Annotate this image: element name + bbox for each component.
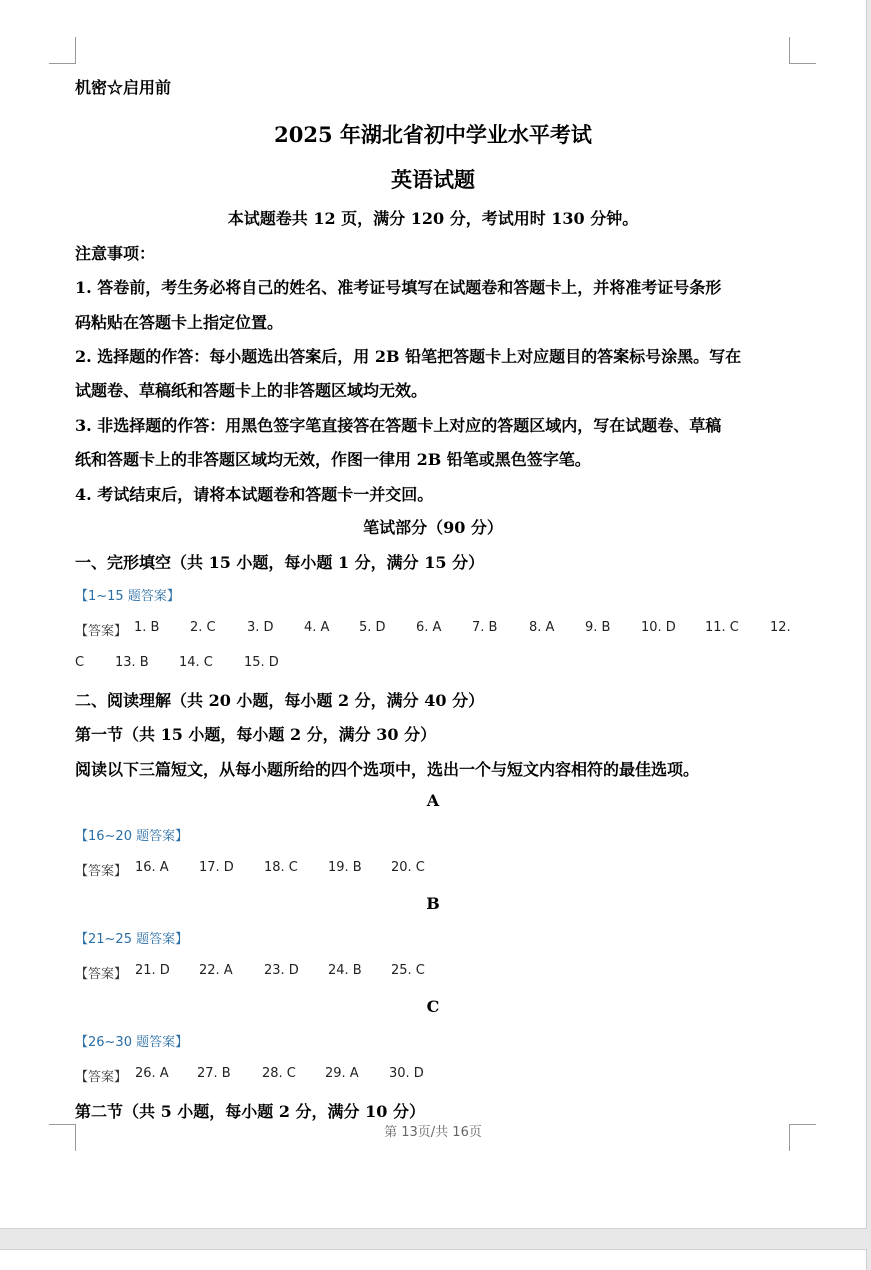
- answer-tag: 【答案】: [75, 967, 128, 982]
- answer-item: 6. A: [416, 620, 442, 635]
- section2-instruction: 阅读以下三篇短文，从每小题所给的四个选项中，选出一个与短文内容相符的最佳选项。: [75, 760, 700, 779]
- answer-item: 28. C: [262, 1066, 296, 1081]
- answer-item: 16. A: [135, 860, 169, 875]
- answer-item: 7. B: [472, 620, 498, 635]
- confidential-label: 机密☆启用前: [75, 78, 172, 97]
- answer-item: 2. C: [190, 620, 216, 635]
- section1-heading: 一、完形填空（共 15 小题，每小题 1 分，满分 15 分）: [75, 553, 485, 572]
- answer-tag: 【答案】: [75, 1070, 128, 1085]
- answer-item: 18. C: [264, 860, 298, 875]
- notice-line: 4. 考试结束后，请将本试题卷和答题卡一并交回。: [75, 485, 434, 504]
- answer-item: 23. D: [264, 963, 299, 978]
- answer-item: 3. D: [247, 620, 274, 635]
- crop-mark-top-left: [49, 37, 76, 64]
- answer-item: 26. A: [135, 1066, 169, 1081]
- written-part-heading: 笔试部分（90 分）: [363, 518, 503, 537]
- section2-part1-heading: 第一节（共 15 小题，每小题 2 分，满分 30 分）: [75, 725, 437, 744]
- answer-item: 12.: [770, 620, 791, 635]
- notice-line: 2. 选择题的作答：每小题选出答案后，用 2B 铅笔把答题卡上对应题目的答案标号涂黑。写在: [75, 347, 742, 366]
- section1-answers-row2: [75, 655, 375, 673]
- notice-line: 3. 非选择题的作答：用黑色签字笔直接答在答题卡上对应的答题区域内，写在试题卷、草稿: [75, 416, 722, 435]
- passage-c-letter: C: [426, 997, 440, 1016]
- exam-subtitle: 英语试题: [391, 167, 475, 192]
- answer-item: 9. B: [585, 620, 611, 635]
- passage-a-answers: [75, 860, 475, 878]
- answer-tag: 【答案】: [75, 864, 128, 879]
- section1-answers-row1: [75, 620, 835, 638]
- notice-line: 1. 答卷前，考生务必将自己的姓名、准考证号填写在试题卷和答题卡上，并将准考证号条形: [75, 278, 722, 297]
- answer-item: 14. C: [179, 655, 213, 670]
- answer-item: 4. A: [304, 620, 330, 635]
- answer-item: 1. B: [134, 620, 160, 635]
- passage-a-letter: A: [426, 791, 440, 810]
- answer-item: 8. A: [529, 620, 555, 635]
- answer-tag: 【答案】: [75, 624, 128, 639]
- answer-item: 19. B: [328, 860, 362, 875]
- section2-heading: 二、阅读理解（共 20 小题，每小题 2 分，满分 40 分）: [75, 691, 485, 710]
- answer-item: 25. C: [391, 963, 425, 978]
- answer-item: 10. D: [641, 620, 676, 635]
- passage-a-answer-label: 【16~20 题答案】: [75, 829, 189, 844]
- answer-item: 29. A: [325, 1066, 359, 1081]
- answer-item: 17. D: [199, 860, 234, 875]
- answer-item: 22. A: [199, 963, 233, 978]
- answer-item: C: [75, 655, 85, 670]
- notice-line: 试题卷、草稿纸和答题卡上的非答题区域均无效。: [75, 381, 428, 400]
- page-footer: 第 13页/共 16页: [384, 1125, 482, 1140]
- answer-item: 27. B: [197, 1066, 231, 1081]
- passage-b-letter: B: [426, 894, 440, 913]
- passage-c-answer-label: 【26~30 题答案】: [75, 1035, 189, 1050]
- passage-b-answer-label: 【21~25 题答案】: [75, 932, 189, 947]
- next-page-edge: [0, 1249, 867, 1270]
- answer-item: 30. D: [389, 1066, 424, 1081]
- notice-line: 码粘贴在答题卡上指定位置。: [75, 313, 284, 332]
- answer-item: 15. D: [244, 655, 279, 670]
- exam-info: 本试题卷共 12 页，满分 120 分，考试用时 130 分钟。: [227, 209, 639, 228]
- answer-item: 5. D: [359, 620, 386, 635]
- section1-answer-label: 【1~15 题答案】: [75, 589, 180, 604]
- passage-c-answers: [75, 1066, 475, 1084]
- notice-heading: 注意事项：: [75, 244, 156, 263]
- notice-line: 纸和答题卡上的非答题区域均无效，作图一律用 2B 铅笔或黑色签字笔。: [75, 450, 591, 469]
- answer-item: 20. C: [391, 860, 425, 875]
- answer-item: 13. B: [115, 655, 149, 670]
- passage-b-answers: [75, 963, 475, 981]
- answer-item: 21. D: [135, 963, 170, 978]
- answer-item: 24. B: [328, 963, 362, 978]
- section2-part2-heading: 第二节（共 5 小题，每小题 2 分，满分 10 分）: [75, 1102, 425, 1121]
- answer-item: 11. C: [705, 620, 739, 635]
- exam-title: 2025 年湖北省初中学业水平考试: [274, 122, 592, 147]
- crop-mark-top-right: [789, 37, 816, 64]
